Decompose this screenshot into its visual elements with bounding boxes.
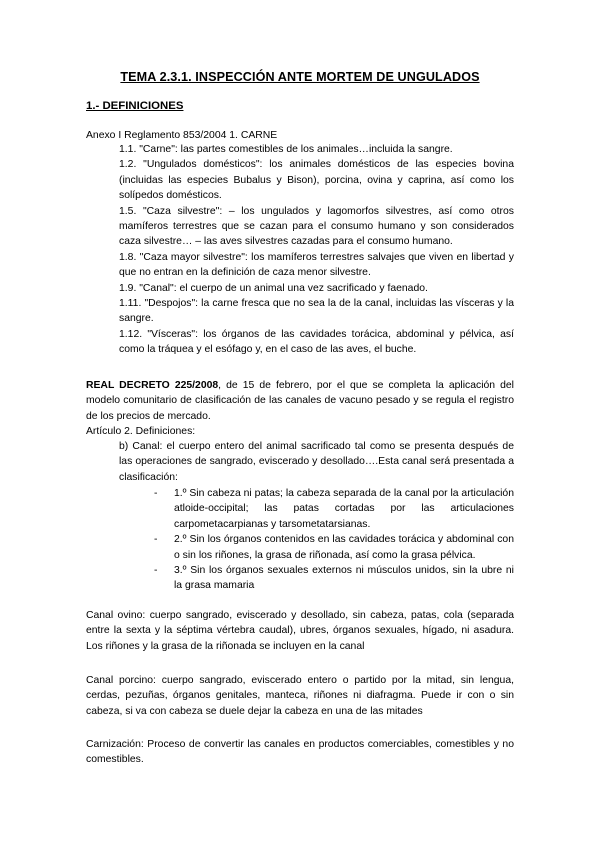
bullet-dash: - <box>154 534 158 546</box>
definitions-list <box>119 142 514 358</box>
real-decreto-text: , de 15 de febrero, por el que se completa la aplicación del modelo comunitario de clasificación de las canales de vacuno pesado y se regula el registro de los precios de mercado. <box>86 380 514 422</box>
definition-item: 1.12. "Vísceras": los órganos de las cavidades torácica, abdominal y pélvica, así como la tráquea y el esófago y, en el caso de las aves, el buche. <box>119 328 514 356</box>
articulo-line: Artículo 2. Definiciones: <box>86 426 196 437</box>
definition-item: 1.11. "Despojos": la carne fresca que no sea la de la canal, incluidas las vísceras y la sangre. <box>119 298 514 325</box>
definition-item: 1.8. "Caza mayor silvestre": los mamíferos terrestres salvajes que viven en libertad y que no entran en la definición de caza menor silvestre. <box>119 251 514 279</box>
section-heading: 1.- DEFINICIONES <box>86 100 184 112</box>
definition-item: 1.2. "Ungulados domésticos": los animales domésticos de las especies bovina (incluidas las especies Bubalus y Bison), porcina, ovina y caprina, así como los solípedos domésticos. <box>119 159 514 202</box>
classification-bullets <box>154 486 514 594</box>
bullet-item <box>154 532 514 563</box>
bullet-text: 2.º Sin los órganos contenidos en las cavidades torácica y abdominal con o sin los riñones, la grasa de riñonada, así como la grasa pélvica. <box>174 534 514 561</box>
definition-item: 1.5. "Caza silvestre": – los ungulados y lagomorfos silvestres, así como otros mamíferos terrestres que se cazan para el consumo humano y son considerados caza silvestre… – las aves silvestres cazadas para el consumo humano. <box>119 205 514 248</box>
canal-porcino-paragraph: Canal porcino: cuerpo sangrado, eviscerado entero o partido por la mitad, sin lengua, cerdas, pezuñas, órganos genitales, manteca, riñones ni diafragma. Puede ir con o sin cabeza, si va con cabeza se duele dejar la cabeza en una de las mitades <box>86 675 514 717</box>
real-decreto-paragraph <box>86 378 514 424</box>
bullet-item <box>154 563 514 594</box>
real-decreto-title: REAL DECRETO 225/2008 <box>86 380 219 391</box>
definition-item: 1.9. "Canal": el cuerpo de un animal una vez sacrificado y faenado. <box>119 282 428 294</box>
canal-ovino-paragraph: Canal ovino: cuerpo sangrado, eviscerado y desollado, sin cabeza, patas, cola (separada entre la sexta y la séptima vértebra caudal), ubres, órganos sexuales, hígado, ni asadura. Los riñones y la grasa de la riñonada se incluyen en la canal <box>86 610 514 652</box>
canal-definition: b) Canal: el cuerpo entero del animal sacrificado tal como se presenta después de las operaciones de sangrado, eviscerado y desollado….Esta canal será presentada a clasificación: <box>119 441 514 483</box>
bullet-item <box>154 486 514 532</box>
bullet-dash: - <box>154 565 158 577</box>
bullet-text: 3.º Sin los órganos sexuales externos ni músculos unidos, sin la ubre ni la grasa mamaria <box>174 565 514 592</box>
page-title: TEMA 2.3.1. INSPECCIÓN ANTE MORTEM DE UNGULADOS <box>120 70 480 84</box>
definition-item: 1.1. "Carne": las partes comestibles de los animales…incluida la sangre. <box>119 144 453 155</box>
carnizacion-paragraph: Carnización: Proceso de convertir las canales en productos comerciables, comestibles y no comestibles. <box>86 739 514 766</box>
bullet-dash: - <box>154 488 158 499</box>
annex-line: Anexo I Reglamento 853/2004 1. CARNE <box>86 130 278 141</box>
bullet-text: 1.º Sin cabeza ni patas; la cabeza separada de la canal por la articulación atloide-occipital; las patas cortadas por las articulaciones carpometacarpianas y tarsometatarsianas. <box>174 488 514 530</box>
